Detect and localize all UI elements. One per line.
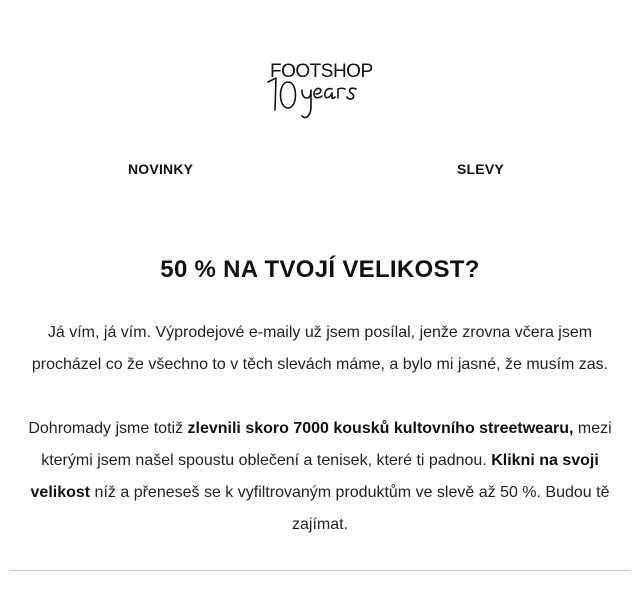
nav-link-novinky[interactable]: NOVINKY: [128, 161, 194, 177]
intro-paragraph: Já vím, já vím. Výprodejové e-maily už jsem posílal, jenže zrovna včera jsem procházel co že všechno to v těch slevách máme, a bylo mi jasné, že musím zas.: [31, 324, 609, 373]
body-paragraph: [22, 413, 618, 541]
nav-link-slevy[interactable]: SLEVY: [457, 161, 504, 177]
footshop-10-years-logo[interactable]: [262, 58, 378, 124]
body-text-2: mezi kterými jsem našel spoustu oblečení a tenisek, které ti padnou.: [41, 420, 612, 469]
body-text-1: Dohromady jsme totiž: [28, 420, 188, 437]
body-bold-2: Klikni na svoji velikost: [30, 452, 599, 501]
body-text-3: níž a přeneseš se k vyfiltrovaným produktům ve slevě až 50 %. Budou tě zajímat.: [90, 484, 610, 533]
svg-text:FOOTSHOP: FOOTSHOP: [270, 61, 373, 82]
logo-graphic: [262, 58, 378, 124]
body-bold-1: zlevnili skoro 7000 kousků kultovního streetwearu,: [187, 420, 574, 437]
headline: 50 % NA TVOJÍ VELIKOST?: [160, 256, 480, 283]
divider: [10, 570, 630, 571]
